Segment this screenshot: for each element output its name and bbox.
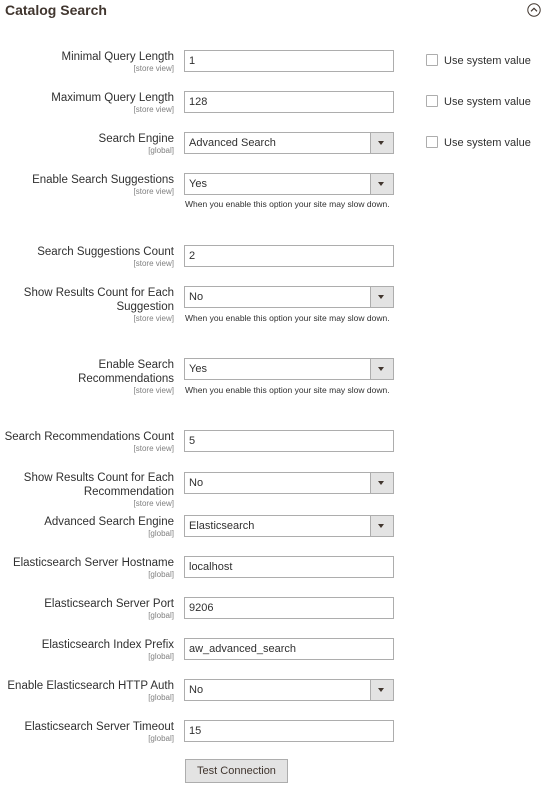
results-count-suggestion-note: When you enable this option your site may slow down.: [185, 313, 390, 323]
advanced-search-engine-select[interactable]: [184, 515, 394, 537]
minimal-query-length-use-system-value[interactable]: Use system value: [426, 55, 531, 67]
elasticsearch-http-auth-value: No: [189, 684, 204, 696]
search-suggestions-note: When you enable this option your site may slow down.: [185, 199, 390, 209]
chevron-down-icon[interactable]: [370, 133, 393, 153]
chevron-down-icon[interactable]: [370, 359, 393, 379]
checkbox-icon[interactable]: [426, 95, 438, 107]
chevron-down-icon[interactable]: [370, 473, 393, 493]
enable-search-recommendations-value: Yes: [189, 363, 207, 375]
label-enable-search-recommendations: Enable Search Recommendations [store view]: [78, 359, 174, 395]
minimal-query-length-input[interactable]: [184, 50, 394, 72]
label-show-results-count-suggestion: Show Results Count for Each Suggestion [store view]: [23, 287, 174, 323]
label-elasticsearch-http-auth: Enable Elasticsearch HTTP Auth [global]: [7, 680, 174, 702]
search-engine-select[interactable]: [184, 132, 394, 154]
checkbox-icon[interactable]: [426, 136, 438, 148]
enable-search-recommendations-select[interactable]: [184, 358, 394, 380]
search-engine-value: Advanced Search: [189, 137, 276, 149]
section-title: Catalog Search: [5, 2, 107, 18]
advanced-search-engine-value: Elasticsearch: [189, 520, 255, 532]
label-show-results-count-recommendation: Show Results Count for Each Recommendation [store view]: [23, 472, 174, 508]
chevron-down-icon[interactable]: [370, 287, 393, 307]
label-minimal-query-length: Minimal Query Length [store view]: [61, 51, 174, 73]
label-search-suggestions-count: Search Suggestions Count [store view]: [37, 246, 174, 268]
show-results-count-suggestion-select[interactable]: [184, 286, 394, 308]
show-results-count-suggestion-value: No: [189, 291, 204, 303]
show-results-count-recommendation-select[interactable]: [184, 472, 394, 494]
chevron-down-icon[interactable]: [370, 680, 393, 700]
collapse-section-icon[interactable]: [527, 3, 541, 17]
label-search-engine: Search Engine [global]: [98, 133, 174, 155]
label-elasticsearch-index-prefix: Elasticsearch Index Prefix [global]: [41, 639, 174, 661]
test-connection-button[interactable]: Test Connection: [185, 759, 288, 783]
chevron-down-icon[interactable]: [370, 516, 393, 536]
label-search-recommendations-count: Search Recommendations Count [store view]: [4, 431, 174, 453]
elasticsearch-index-prefix-input[interactable]: [184, 638, 394, 660]
search-engine-use-system-value[interactable]: Use system value: [426, 137, 531, 149]
maximum-query-length-input[interactable]: [184, 91, 394, 113]
elasticsearch-port-input[interactable]: [184, 597, 394, 619]
chevron-down-icon[interactable]: [370, 174, 393, 194]
enable-search-suggestions-value: Yes: [189, 178, 207, 190]
search-recommendations-count-input[interactable]: [184, 430, 394, 452]
enable-search-suggestions-select[interactable]: [184, 173, 394, 195]
show-results-count-recommendation-value: No: [189, 477, 204, 489]
label-enable-search-suggestions: Enable Search Suggestions [store view]: [32, 174, 174, 196]
search-recommendations-note: When you enable this option your site may slow down.: [185, 385, 390, 395]
elasticsearch-hostname-input[interactable]: [184, 556, 394, 578]
label-elasticsearch-timeout: Elasticsearch Server Timeout [global]: [24, 721, 174, 743]
elasticsearch-http-auth-select[interactable]: [184, 679, 394, 701]
label-maximum-query-length: Maximum Query Length [store view]: [51, 92, 174, 114]
elasticsearch-timeout-input[interactable]: [184, 720, 394, 742]
search-suggestions-count-input[interactable]: [184, 245, 394, 267]
checkbox-icon[interactable]: [426, 54, 438, 66]
maximum-query-length-use-system-value[interactable]: Use system value: [426, 96, 531, 108]
label-elasticsearch-hostname: Elasticsearch Server Hostname [global]: [12, 557, 174, 579]
label-elasticsearch-port: Elasticsearch Server Port [global]: [44, 598, 174, 620]
label-advanced-search-engine: Advanced Search Engine [global]: [44, 516, 174, 538]
